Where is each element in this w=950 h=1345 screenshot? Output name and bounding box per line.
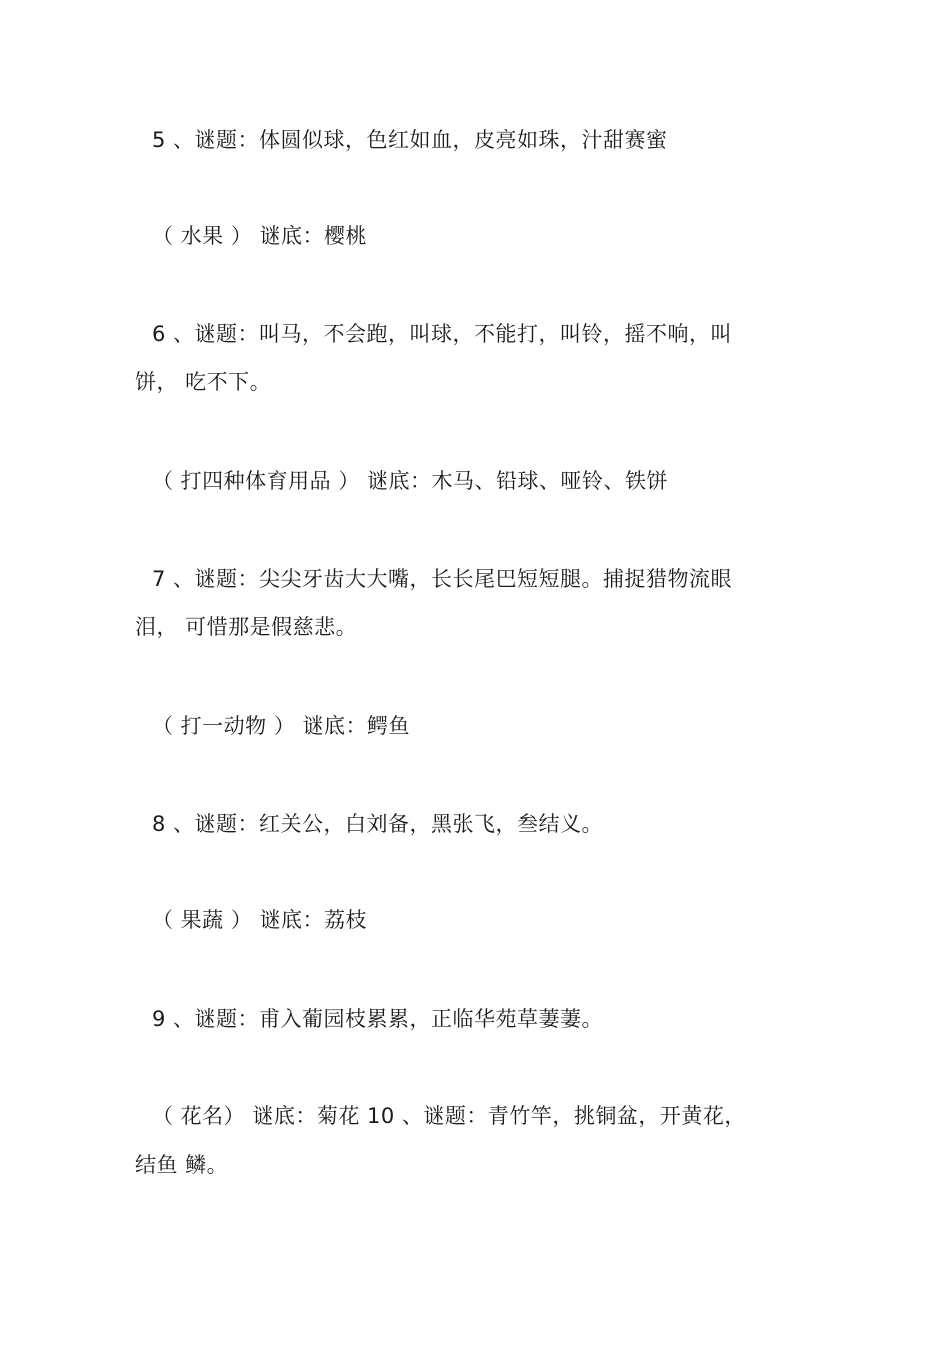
riddle-5-answer: （ 水果 ） 谜底：樱桃 — [152, 224, 368, 248]
riddle-9-answer-line2: 结鱼 鳞。 — [135, 1153, 229, 1177]
riddle-8-answer: （ 果蔬 ） 谜底：荔枝 — [152, 908, 368, 932]
riddle-9-question: 9 、谜题：甫入葡园枝累累，正临华苑草萋萋。 — [152, 1007, 604, 1031]
riddle-6-question-line1: 6 、谜题：叫马，不会跑，叫球，不能打，叫铃，摇不响，叫 — [152, 322, 733, 346]
riddle-8-question: 8 、谜题：红关公，白刘备，黑张飞，叁结义。 — [152, 812, 604, 836]
riddle-6-answer: （ 打四种体育用品 ） 谜底：木马、铅球、哑铃、铁饼 — [152, 469, 669, 493]
riddle-7-answer: （ 打一动物 ） 谜底：鳄鱼 — [152, 714, 411, 738]
riddle-6-question-line2: 饼， 吃不下。 — [135, 370, 272, 394]
riddle-7-question-line1: 7 、谜题：尖尖牙齿大大嘴，长长尾巴短短腿。捕捉猎物流眼 — [152, 567, 733, 591]
riddle-5-question: 5 、谜题：体圆似球，色红如血，皮亮如珠，汁甜赛蜜 — [152, 128, 668, 152]
riddle-7-question-line2: 泪， 可惜那是假慈悲。 — [135, 615, 358, 639]
riddle-9-answer-line1: （ 花名） 谜底：菊花 10 、谜题：青竹竿，挑铜盆，开黄花， — [152, 1104, 746, 1128]
